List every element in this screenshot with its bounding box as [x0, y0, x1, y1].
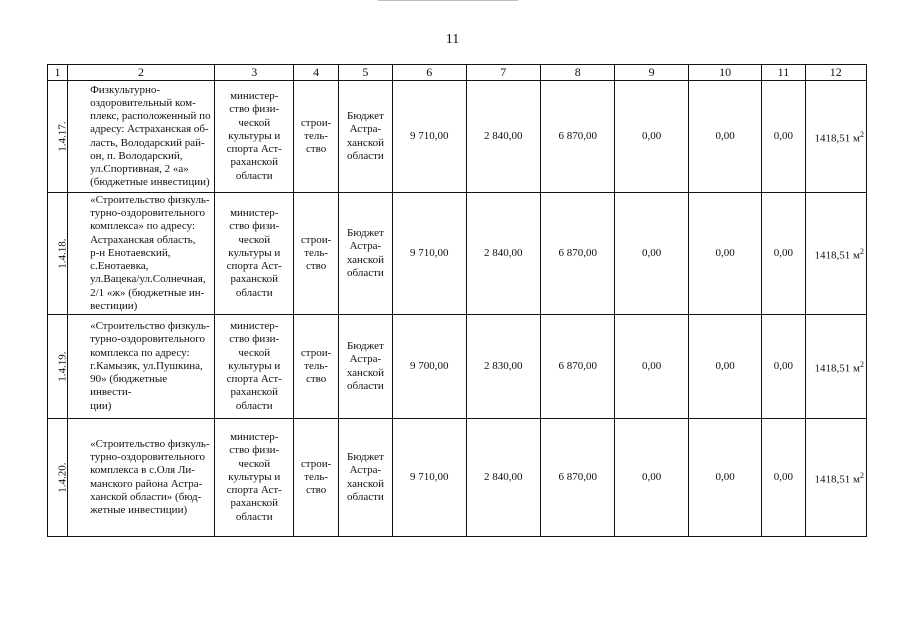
responsible-ministry-line: раханской — [230, 497, 279, 510]
amount-v11: 0,00 — [762, 315, 805, 419]
responsible-ministry — [215, 81, 294, 193]
object-description-line: Астраханская область, — [90, 233, 196, 246]
funding-source-line: Астра- — [349, 353, 382, 366]
responsible-ministry-line: ство физи- — [229, 444, 280, 457]
amount-v6: 9 710,00 — [393, 81, 466, 193]
responsible-ministry-line: культуры и — [228, 359, 281, 372]
amount-v10: 0,00 — [688, 315, 761, 419]
object-description-line: «Строительство физкуль- — [90, 320, 210, 333]
object-description-line: комплекса в с.Оля Ли- — [90, 464, 195, 477]
funding-source-line: области — [347, 266, 384, 279]
object-description-line: турно-оздоровительного — [90, 207, 205, 220]
amount-v9: 0,00 — [615, 81, 688, 193]
responsible-ministry-line: раханской — [230, 386, 279, 399]
column-header: 5 — [338, 65, 392, 81]
object-description-line: оздоровительный ком- — [90, 96, 196, 109]
capacity-area — [805, 81, 866, 193]
row-number: 1.4.19. — [56, 351, 69, 382]
capacity-area-unit-exponent: 2 — [860, 359, 864, 369]
object-description-line: Физкультурно- — [90, 83, 161, 96]
column-header: 4 — [294, 65, 338, 81]
funding-source — [338, 315, 392, 419]
amount-v7: 2 840,00 — [466, 193, 540, 315]
row-number: 1.4.20. — [56, 462, 69, 493]
funding-source-line: Астра- — [349, 240, 382, 253]
amount-v11: 0,00 — [762, 193, 805, 315]
responsible-ministry-line: культуры и — [228, 129, 281, 142]
object-description-line: турно-оздоровительного — [90, 451, 205, 464]
object-description-line: манского района Астра- — [90, 477, 203, 490]
object-description — [68, 193, 215, 315]
amount-v11: 0,00 — [762, 81, 805, 193]
object-description-line: он, п. Володарский, — [90, 149, 183, 162]
object-description-line: ул.Спортивная, 2 «а» — [90, 162, 189, 175]
work-type-line: тель- — [304, 359, 329, 372]
funding-source — [338, 419, 392, 537]
work-type-line: ство — [305, 484, 327, 497]
work-type-line: тель- — [304, 129, 329, 142]
object-description-line: «Строительство физкуль- — [90, 194, 210, 207]
amount-v10: 0,00 — [688, 419, 761, 537]
responsible-ministry-line: раханской — [230, 273, 279, 286]
capacity-area — [805, 193, 866, 315]
work-type-line: ство — [305, 260, 327, 273]
work-type-line: строи- — [300, 116, 332, 129]
object-description-line: 90» (бюджетные инвести- — [90, 373, 168, 399]
amount-v8: 6 870,00 — [540, 81, 614, 193]
responsible-ministry-line: области — [235, 510, 273, 523]
object-description-line: плекс, расположенный по — [90, 110, 211, 123]
responsible-ministry — [215, 193, 294, 315]
amount-v11: 0,00 — [762, 419, 805, 537]
object-description-line: турно-оздоровительного — [90, 333, 205, 346]
responsible-ministry-line: ство физи- — [229, 333, 280, 346]
object-description-line: ул.Вацека/ул.Солнечная, — [90, 273, 206, 286]
funding-source-line: Бюджет — [347, 340, 384, 353]
object-description-line: 2/1 «ж» (бюджетные ин- — [90, 286, 205, 299]
funding-source-line: области — [347, 379, 384, 392]
row-number-cell — [48, 81, 68, 193]
page-number: 11 — [445, 32, 460, 47]
top-rule — [378, 0, 518, 2]
amount-v9: 0,00 — [615, 315, 688, 419]
amount-v7: 2 840,00 — [466, 81, 540, 193]
work-type-line: строи- — [300, 233, 332, 246]
funding-source-line: Бюджет — [347, 451, 384, 464]
responsible-ministry-line: спорта Аст- — [226, 373, 282, 386]
amount-v8: 6 870,00 — [540, 419, 614, 537]
capacity-area-unit-exponent: 2 — [860, 129, 864, 139]
responsible-ministry — [215, 315, 294, 419]
column-header: 11 — [762, 65, 805, 81]
work-type — [294, 419, 338, 537]
column-header: 9 — [615, 65, 688, 81]
capacity-area-value: 1418,51 м — [814, 132, 860, 145]
object-description-line: комплекса по адресу: — [90, 346, 190, 359]
object-description-line: адресу: Астраханская об- — [90, 123, 209, 136]
row-number-cell — [48, 315, 68, 419]
work-type-line: ство — [305, 143, 327, 156]
column-header: 10 — [688, 65, 761, 81]
funding-source — [338, 193, 392, 315]
responsible-ministry-line: ство физи- — [229, 103, 280, 116]
amount-v8: 6 870,00 — [540, 315, 614, 419]
responsible-ministry-line: культуры и — [228, 470, 281, 483]
row-number-cell — [48, 419, 68, 537]
responsible-ministry-line: министер- — [230, 320, 279, 333]
responsible-ministry-line: министер- — [230, 90, 279, 103]
capacity-area — [805, 419, 866, 537]
work-type-line: тель- — [304, 470, 329, 483]
work-type — [294, 81, 338, 193]
capacity-area-unit-exponent: 2 — [860, 246, 864, 256]
amount-v9: 0,00 — [615, 419, 688, 537]
table-row — [48, 81, 867, 193]
amount-v6: 9 710,00 — [393, 419, 466, 537]
column-header: 7 — [466, 65, 540, 81]
header-row — [48, 65, 867, 81]
amount-v9: 0,00 — [615, 193, 688, 315]
work-type — [294, 315, 338, 419]
object-description-line: г.Камызяк, ул.Пушкина, — [90, 359, 203, 372]
object-description-line: «Строительство физкуль- — [90, 437, 210, 450]
funding-source-line: ханской — [346, 477, 384, 490]
column-header: 2 — [68, 65, 215, 81]
object-description — [68, 315, 215, 419]
amount-v8: 6 870,00 — [540, 193, 614, 315]
responsible-ministry-line: министер- — [230, 207, 279, 220]
object-description-line: вестиции) — [90, 299, 138, 312]
work-type-line: тель- — [304, 246, 329, 259]
capacity-area — [805, 315, 866, 419]
responsible-ministry — [215, 419, 294, 537]
funding-source-line: области — [347, 490, 384, 503]
object-description-line: с.Енотаевка, — [90, 260, 149, 273]
row-number: 1.4.17. — [56, 121, 69, 152]
column-header: 12 — [805, 65, 866, 81]
funding-source-line: Астра- — [349, 123, 382, 136]
data-table — [47, 64, 867, 537]
table-row — [48, 315, 867, 419]
object-description-line: (бюджетные инвестиции) — [90, 176, 210, 189]
responsible-ministry-line: министер- — [230, 431, 279, 444]
table-row — [48, 193, 867, 315]
object-description-line: ции) — [90, 399, 112, 412]
responsible-ministry-line: раханской — [230, 156, 279, 169]
work-type-line: строи- — [300, 457, 332, 470]
responsible-ministry-line: спорта Аст- — [226, 143, 282, 156]
responsible-ministry-line: области — [235, 399, 273, 412]
object-description — [68, 419, 215, 537]
table-row — [48, 419, 867, 537]
amount-v6: 9 710,00 — [393, 193, 466, 315]
amount-v7: 2 840,00 — [466, 419, 540, 537]
responsible-ministry-line: культуры и — [228, 246, 281, 259]
column-header: 1 — [48, 65, 68, 81]
responsible-ministry-line: спорта Аст- — [226, 260, 282, 273]
object-description-line: ласть, Володарский рай- — [90, 136, 205, 149]
capacity-area-unit-exponent: 2 — [860, 470, 864, 480]
responsible-ministry-line: области — [235, 286, 273, 299]
object-description-line: комплекса» по адресу: — [90, 220, 196, 233]
object-description-line: ханской области» (бюд- — [90, 490, 202, 503]
capacity-area-value: 1418,51 м — [814, 473, 860, 486]
funding-source-line: Астра- — [349, 464, 382, 477]
object-description-line: жетные инвестиции) — [90, 503, 188, 516]
column-header: 6 — [393, 65, 466, 81]
column-header: 3 — [215, 65, 294, 81]
object-description-line: р-н Енотаевский, — [90, 246, 171, 259]
amount-v10: 0,00 — [688, 193, 761, 315]
row-number-cell — [48, 193, 68, 315]
funding-source-line: области — [347, 149, 384, 162]
column-header: 8 — [540, 65, 614, 81]
responsible-ministry-line: ческой — [238, 457, 271, 470]
funding-source-line: Бюджет — [347, 227, 384, 240]
capacity-area-value: 1418,51 м — [814, 362, 860, 375]
funding-source-line: Бюджет — [347, 110, 384, 123]
row-number: 1.4.18. — [56, 238, 69, 269]
amount-v10: 0,00 — [688, 81, 761, 193]
capacity-area-value: 1418,51 м — [814, 249, 860, 262]
work-type-line: строи- — [300, 346, 332, 359]
funding-source — [338, 81, 392, 193]
object-description — [68, 81, 215, 193]
responsible-ministry-line: ческой — [238, 116, 271, 129]
responsible-ministry-line: области — [235, 169, 273, 182]
work-type — [294, 193, 338, 315]
amount-v7: 2 830,00 — [466, 315, 540, 419]
funding-source-line: ханской — [346, 366, 384, 379]
responsible-ministry-line: ческой — [238, 233, 271, 246]
funding-source-line: ханской — [346, 136, 384, 149]
responsible-ministry-line: спорта Аст- — [226, 484, 282, 497]
amount-v6: 9 700,00 — [393, 315, 466, 419]
work-type-line: ство — [305, 373, 327, 386]
funding-source-line: ханской — [346, 253, 384, 266]
responsible-ministry-line: ческой — [238, 346, 271, 359]
responsible-ministry-line: ство физи- — [229, 220, 280, 233]
